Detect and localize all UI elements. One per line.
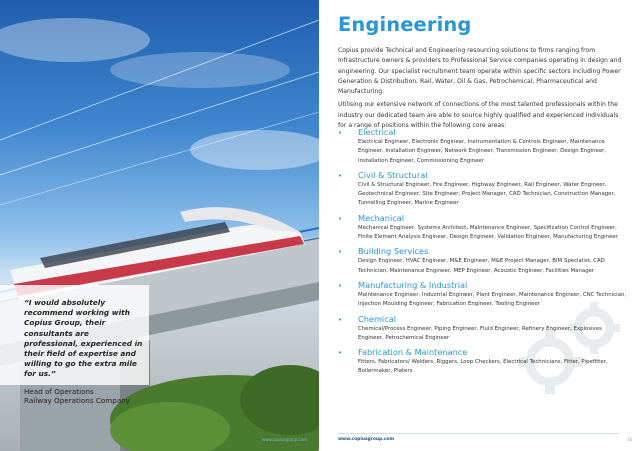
area-title: Building Services bbox=[358, 246, 429, 257]
area-description: Fitters, Fabricators/ Welders, Riggers, Loop Checkers, Electrical Technicians, Fitter, Pipefitter, Boilermaker, Platers bbox=[358, 359, 608, 375]
bullet-icon: • bbox=[338, 129, 343, 137]
intro-paragraph: Utilising our extensive network of connections of the most talented professionals within the industry our dedicated team are able to source highly qualified and experienced individuals for a range of positions within the following core areas: bbox=[338, 101, 619, 130]
attribution-role: Head of Operations bbox=[24, 386, 94, 396]
page-number: 16 bbox=[627, 437, 633, 442]
list-item bbox=[338, 246, 628, 276]
bullet-icon: • bbox=[338, 315, 343, 324]
list-item bbox=[338, 170, 628, 209]
attribution-company: Railway Operations Company bbox=[24, 396, 131, 406]
bullet-icon: • bbox=[338, 349, 343, 358]
area-title: Manufacturing & Industrial bbox=[358, 279, 468, 290]
footer-divider bbox=[338, 433, 619, 434]
testimonial-attribution bbox=[24, 387, 143, 406]
footer-url-link[interactable]: www.copiusgroup.com bbox=[338, 437, 395, 442]
area-title: Fabrication & Maintenance bbox=[358, 347, 468, 358]
list-item bbox=[338, 213, 628, 243]
testimonial-box bbox=[0, 285, 149, 406]
intro-text bbox=[338, 46, 625, 131]
intro-paragraph: Copius provide Technical and Engineering resourcing solutions to firms ranging from Infrastructure owners & providers to Professional Service companies operating in design and engineering. Our specialist recruitment team operate within specific sectors including Power Generation & Distribution, Rail, Water, Oil & Gas, Petrochemical, Pharmaceutical and Manufacturing. bbox=[338, 47, 622, 96]
bullet-icon: • bbox=[338, 281, 343, 290]
area-title: Chemical bbox=[358, 313, 396, 324]
area-title: Mechanical bbox=[358, 212, 405, 223]
area-description: Chemical/Process Engineer, Piping Engineer, Fluid Engineer, Refinery Engineer, Explosives Engineer, Petrochemical Engineer bbox=[358, 325, 602, 341]
bullet-icon: • bbox=[338, 248, 343, 257]
left-footer-url: www.copiusgroup.com bbox=[262, 437, 308, 442]
list-item bbox=[338, 314, 628, 344]
testimonial-quote: “I would absolutely recommend working with Copius Group, their consultants are professional, experienced in their field of expertise and willing to go the extra mile for us.” bbox=[24, 298, 143, 379]
bullet-icon: • bbox=[338, 214, 343, 223]
page-title: Engineering bbox=[338, 13, 472, 36]
area-description: Electrical Engineer, Electronic Engineer, Instrumentation & Controls Engineer, Maintenance Engineer, Installation Engineer, Network Engineer, Transmission Engineer, Design Engineer, Installation Engineer, Commissioning Engineer bbox=[358, 139, 607, 164]
core-areas-list bbox=[338, 127, 628, 381]
area-description: Design Engineer, HVAC Engineer, M&E Engineer, M&E Project Manager, BIM Specialist, CAD Technician, Maintenance Engineer, MEP Engineer, Acoustic Engineer, Facilities Manager bbox=[358, 258, 605, 274]
bullet-icon: • bbox=[338, 171, 343, 180]
area-description: Mechanical Engineer, Systems Architect, Maintenance Engineer, Specification Control Engineer, Finite Element Analysis Engineer, Design Engineer, Validation Engineer, Manufacturing Engineer bbox=[358, 224, 618, 241]
list-item bbox=[338, 280, 628, 310]
area-title: Electrical bbox=[358, 127, 396, 137]
area-description: Civil & Structural Engineer, Fire Engineer, Highway Engineer, Rail Engineer, Water Engineer, Geotechnical Engineer, Site Engineer, Project Manager, CAD Technician, Construction Manager, Tunnelling Engineer, Marine Engineer bbox=[358, 181, 616, 207]
list-item bbox=[338, 347, 628, 377]
list-item bbox=[338, 127, 628, 166]
engineering-page bbox=[319, 0, 638, 451]
area-description: Maintenance Engineer, Industrial Engineer, Plant Engineer, Maintenance Engineer, CNC Technician, Injection Moulding Engineer, Fabrication Engineer, Tooling Engineer bbox=[358, 291, 627, 308]
area-title: Civil & Structural bbox=[358, 169, 428, 180]
